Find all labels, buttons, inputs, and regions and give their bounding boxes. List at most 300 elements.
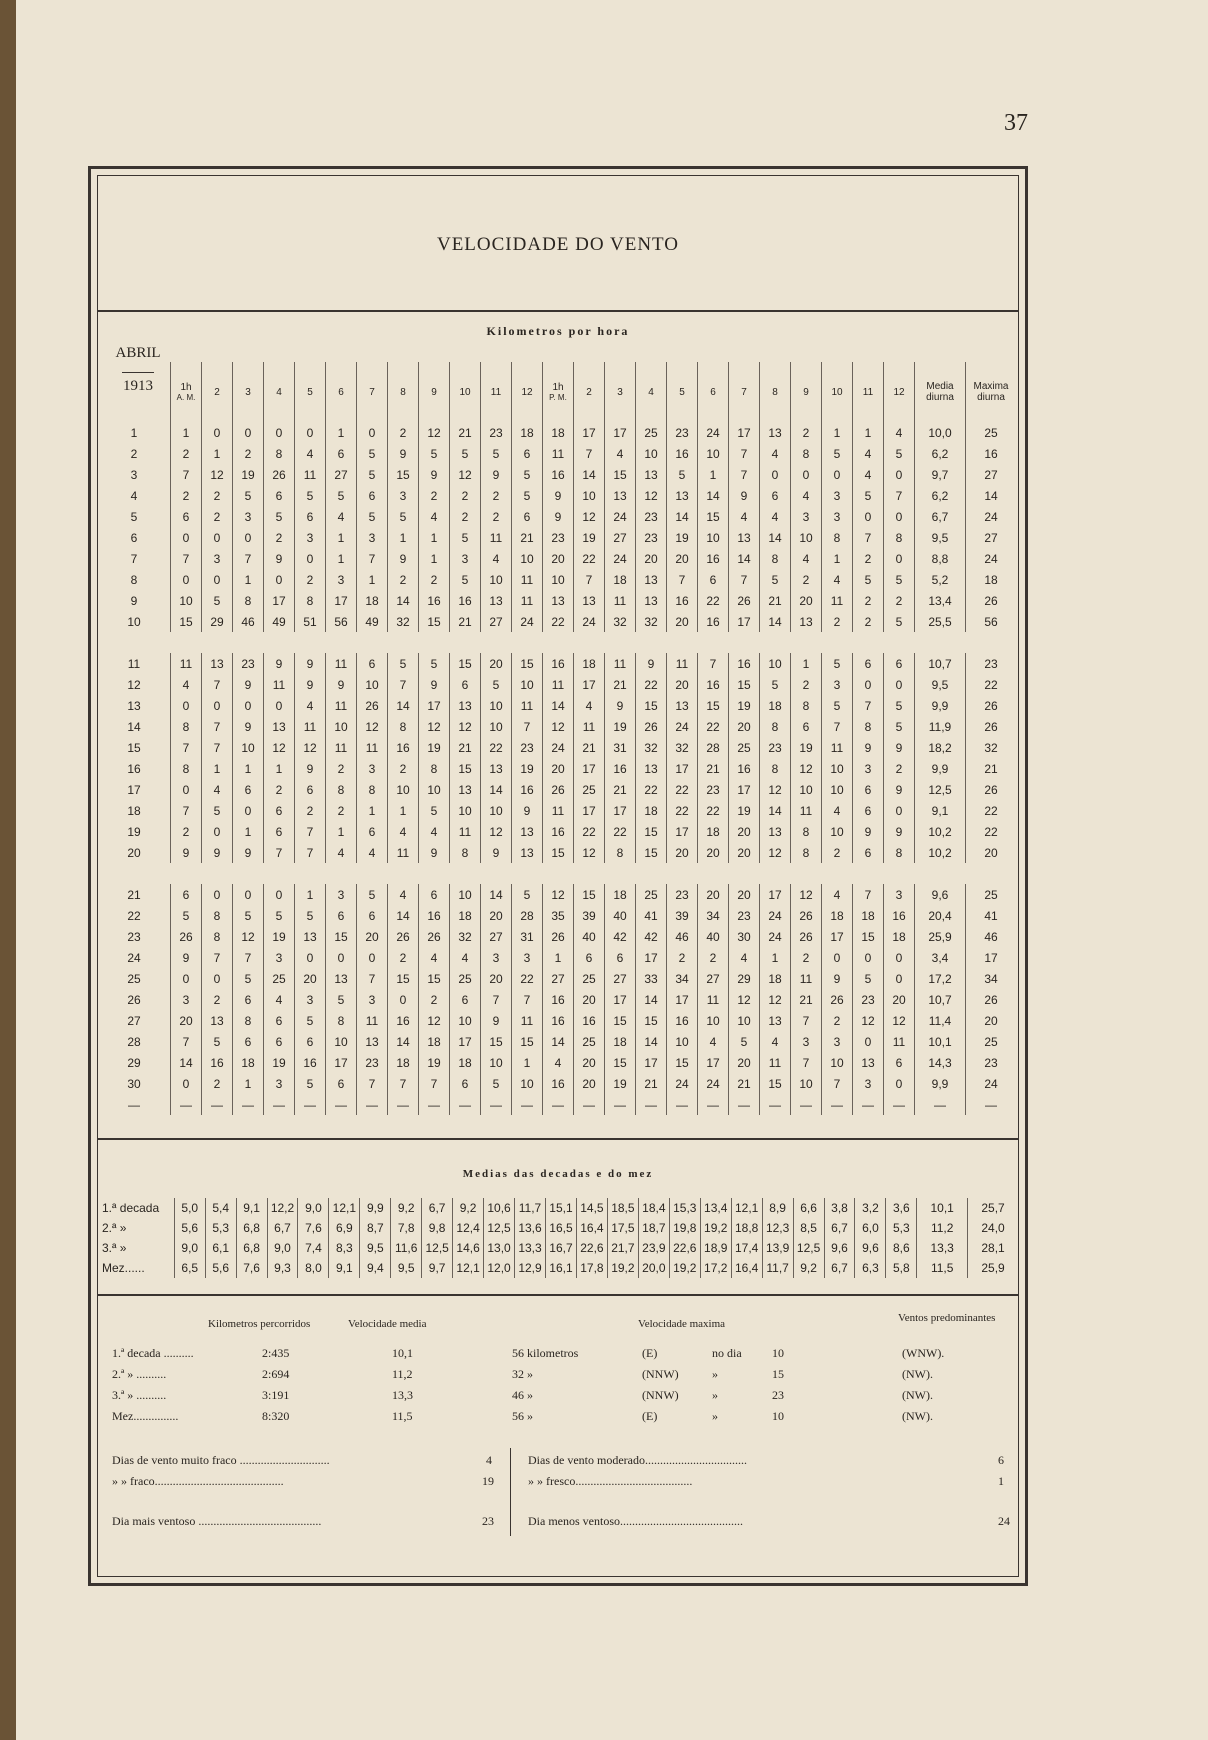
muito-fraco-label: Dias de vento muito fraco ..............................	[112, 1453, 330, 1467]
value-cell: 40	[574, 926, 605, 947]
table-row	[98, 737, 1016, 758]
value-cell: 14	[760, 527, 791, 548]
value-cell: 5	[202, 590, 233, 611]
value-cell: 13	[512, 821, 543, 842]
value-cell: 25,5	[915, 611, 966, 632]
value-cell: 9	[388, 443, 419, 464]
value-cell: 23	[667, 422, 698, 443]
day-cell: 21	[127, 887, 141, 902]
dash-cell: —	[264, 1094, 295, 1115]
value-cell: 14	[388, 695, 419, 716]
value-cell: 5	[233, 905, 264, 926]
value-cell: 13	[481, 590, 512, 611]
value-cell: 19	[574, 527, 605, 548]
day-cell: 5	[130, 509, 138, 524]
hour-header	[853, 362, 884, 422]
value-cell: 1	[171, 422, 202, 443]
value-cell: 9	[419, 464, 450, 485]
hourly-wind-table	[98, 362, 1016, 1115]
value-cell: 8	[233, 590, 264, 611]
value-cell: 14	[481, 884, 512, 905]
value-cell: 7	[853, 695, 884, 716]
summary-label: Mez...............	[112, 1409, 179, 1423]
dash-row	[98, 1094, 1016, 1115]
value-cell: 19	[419, 1052, 450, 1073]
value-cell: 26	[357, 695, 388, 716]
day-cell: 14	[127, 719, 141, 734]
value-cell: 14	[388, 1031, 419, 1052]
decade-value: 14,5	[576, 1198, 607, 1218]
value-cell: 18	[636, 800, 667, 821]
hour-label: 7	[741, 386, 747, 398]
value-cell: 4	[853, 464, 884, 485]
value-cell: 17	[574, 758, 605, 779]
value-cell: 11	[481, 527, 512, 548]
value-cell: 21	[450, 611, 481, 632]
value-cell: 5	[357, 506, 388, 527]
value-cell: 10	[419, 779, 450, 800]
value-cell: 23	[357, 1052, 388, 1073]
decade-value: 16,4	[731, 1258, 762, 1278]
value-cell: 6	[605, 947, 636, 968]
value-cell: 0	[884, 674, 915, 695]
value-cell: 12	[760, 842, 791, 863]
hour-label: 9	[803, 386, 809, 398]
day-cell: 23	[127, 929, 141, 944]
value-cell: 27	[605, 527, 636, 548]
value-cell: 15	[636, 695, 667, 716]
value-cell: 18	[543, 422, 574, 443]
value-cell: 2	[667, 947, 698, 968]
value-cell: 12	[636, 485, 667, 506]
summary-dia-label: »	[712, 1388, 718, 1402]
value-cell: 16	[419, 590, 450, 611]
table-row	[98, 947, 1016, 968]
value-cell: 1	[326, 422, 357, 443]
value-cell: 5	[760, 569, 791, 590]
value-cell: 5	[481, 1073, 512, 1094]
value-cell: 8	[326, 1010, 357, 1031]
dash-cell: —	[202, 1094, 233, 1115]
mais-ventoso-label: Dia mais ventoso .........................................	[112, 1514, 322, 1528]
value-cell: 18	[233, 1052, 264, 1073]
value-cell: 2	[698, 947, 729, 968]
value-cell: 8	[822, 527, 853, 548]
summary-row	[112, 1367, 1012, 1387]
decade-value: 9,5	[391, 1258, 422, 1278]
hour-label: 4	[648, 386, 654, 398]
decades-separator	[98, 1138, 1018, 1140]
value-cell: 7	[171, 548, 202, 569]
title-separator	[98, 310, 1018, 312]
value-cell: 2	[419, 569, 450, 590]
value-cell: 15	[512, 1031, 543, 1052]
value-cell: 2	[388, 422, 419, 443]
value-cell: 26	[822, 989, 853, 1010]
dash-cell: —	[512, 1094, 543, 1115]
value-cell: 6	[233, 989, 264, 1010]
value-cell: 5	[295, 1073, 326, 1094]
decade-label: Mez......	[102, 1261, 145, 1275]
value-cell: 12	[760, 779, 791, 800]
value-cell: 11	[171, 653, 202, 674]
value-cell: 17	[760, 884, 791, 905]
value-cell: 15	[605, 1010, 636, 1031]
value-cell: 13	[667, 695, 698, 716]
value-cell: 16	[605, 758, 636, 779]
value-cell: 3	[202, 548, 233, 569]
maxima-header: Maxima diurna	[966, 362, 1017, 422]
value-cell: 46	[667, 926, 698, 947]
value-cell: 24	[605, 548, 636, 569]
decade-value: 13,9	[762, 1238, 793, 1258]
value-cell: 6	[233, 779, 264, 800]
value-cell: 26	[419, 926, 450, 947]
table-row	[98, 548, 1016, 569]
day-cell: 12	[127, 677, 141, 692]
value-cell: 1	[233, 569, 264, 590]
value-cell: 2	[264, 779, 295, 800]
value-cell: 46	[966, 926, 1017, 947]
hour-label: 9	[431, 386, 437, 398]
value-cell: 7	[388, 1073, 419, 1094]
value-cell: 32	[966, 737, 1017, 758]
value-cell: 4	[326, 842, 357, 863]
value-cell: 5	[357, 884, 388, 905]
day-cell: 10	[127, 614, 141, 629]
decade-value: 10,1	[917, 1198, 968, 1218]
value-cell: 17	[667, 989, 698, 1010]
value-cell: 20	[698, 842, 729, 863]
decade-label: 1.ª decada	[102, 1201, 160, 1215]
summary-dir: (E)	[642, 1346, 658, 1360]
value-cell: 2	[450, 506, 481, 527]
value-cell: 10	[636, 443, 667, 464]
value-cell: 14	[636, 1031, 667, 1052]
value-cell: 4	[450, 947, 481, 968]
value-cell: 25	[636, 884, 667, 905]
decade-value: 12,1	[731, 1198, 762, 1218]
value-cell: 5	[450, 569, 481, 590]
decade-value: 18,8	[731, 1218, 762, 1238]
value-cell: 1	[357, 800, 388, 821]
value-cell: 17	[326, 590, 357, 611]
value-cell: 13	[605, 485, 636, 506]
value-cell: 11	[822, 590, 853, 611]
value-cell: 14	[966, 485, 1017, 506]
decade-value: 12,0	[484, 1258, 515, 1278]
value-cell: 5	[419, 443, 450, 464]
value-cell: 4	[698, 1031, 729, 1052]
value-cell: 26	[966, 779, 1017, 800]
value-cell: 10	[822, 1052, 853, 1073]
decade-value: 6,7	[422, 1198, 453, 1218]
value-cell: 24	[667, 716, 698, 737]
am-label: A. M.	[176, 393, 196, 402]
value-cell: 17	[574, 674, 605, 695]
hour-label: 3	[245, 386, 251, 398]
decade-value: 3,8	[824, 1198, 855, 1218]
moderado-label: Dias de vento moderado..................................	[528, 1453, 747, 1467]
decade-value: 23,9	[638, 1238, 669, 1258]
value-cell: 22	[966, 821, 1017, 842]
value-cell: 5	[388, 653, 419, 674]
decade-value: 6,9	[329, 1218, 360, 1238]
value-cell: 9	[264, 653, 295, 674]
hour-header	[357, 362, 388, 422]
value-cell: 15	[636, 842, 667, 863]
value-cell: 22	[698, 716, 729, 737]
decade-row	[98, 1198, 1018, 1218]
value-cell: 16	[574, 1010, 605, 1031]
decade-value: 6,7	[267, 1218, 298, 1238]
value-cell: 2	[822, 842, 853, 863]
value-cell: 26	[791, 905, 822, 926]
value-cell: 12	[760, 989, 791, 1010]
value-cell: 15	[481, 1031, 512, 1052]
value-cell: 1	[233, 821, 264, 842]
value-cell: 11	[667, 653, 698, 674]
value-cell: 9	[729, 485, 760, 506]
value-cell: 17	[636, 1052, 667, 1073]
media-header: Media diurna	[915, 362, 966, 422]
value-cell: 4	[295, 443, 326, 464]
value-cell: 13	[636, 758, 667, 779]
value-cell: 7	[698, 653, 729, 674]
value-cell: 15	[636, 1010, 667, 1031]
value-cell: 16	[543, 1073, 574, 1094]
value-cell: 9	[543, 506, 574, 527]
value-cell: 0	[884, 1073, 915, 1094]
decade-value: 16,1	[545, 1258, 576, 1278]
value-cell: 9	[233, 674, 264, 695]
value-cell: 13	[450, 695, 481, 716]
value-cell: 20	[295, 968, 326, 989]
value-cell: 0	[822, 464, 853, 485]
value-cell: 13	[202, 653, 233, 674]
decade-value: 13,3	[917, 1238, 968, 1258]
value-cell: 0	[171, 569, 202, 590]
page-number: 37	[1004, 110, 1028, 136]
value-cell: 25	[574, 968, 605, 989]
value-cell: 6	[264, 821, 295, 842]
decade-value: 9,5	[360, 1238, 391, 1258]
value-cell: 20	[729, 716, 760, 737]
value-cell: 15	[636, 821, 667, 842]
value-cell: 4	[760, 443, 791, 464]
value-cell: 11	[884, 1031, 915, 1052]
value-cell: 12	[884, 1010, 915, 1031]
decade-row	[98, 1238, 1018, 1258]
value-cell: 13	[357, 1031, 388, 1052]
hour-header	[512, 362, 543, 422]
value-cell: 2	[264, 527, 295, 548]
value-cell: 14	[481, 779, 512, 800]
value-cell: 2	[388, 569, 419, 590]
value-cell: 11	[264, 674, 295, 695]
decade-value: 18,5	[607, 1198, 638, 1218]
value-cell: 14	[667, 506, 698, 527]
value-cell: 9	[884, 821, 915, 842]
value-cell: 20	[966, 1010, 1017, 1031]
muito-fraco-value: 4	[486, 1453, 492, 1467]
value-cell: 12,5	[915, 779, 966, 800]
decade-value: 5,6	[205, 1258, 236, 1278]
table-frame	[88, 166, 1028, 1586]
dash-cell: —	[450, 1094, 481, 1115]
value-cell: 23	[966, 653, 1017, 674]
value-cell: 12	[202, 464, 233, 485]
value-cell: 56	[326, 611, 357, 632]
value-cell: 1	[543, 947, 574, 968]
value-cell: 16	[543, 464, 574, 485]
value-cell: 0	[853, 674, 884, 695]
value-cell: 8	[388, 716, 419, 737]
value-cell: 22	[543, 611, 574, 632]
value-cell: 4	[543, 1052, 574, 1073]
value-cell: 24	[667, 1073, 698, 1094]
value-cell: 9,5	[915, 674, 966, 695]
value-cell: 14	[543, 1031, 574, 1052]
value-cell: 26	[264, 464, 295, 485]
value-cell: 29	[729, 968, 760, 989]
value-cell: 7	[729, 443, 760, 464]
value-cell: 16	[388, 737, 419, 758]
value-cell: 14,3	[915, 1052, 966, 1073]
value-cell: 3	[388, 485, 419, 506]
value-cell: 28	[512, 905, 543, 926]
value-cell: 0	[295, 947, 326, 968]
summary-km: 3:191	[262, 1388, 290, 1402]
value-cell: 18	[760, 968, 791, 989]
value-cell: 0	[171, 527, 202, 548]
value-cell: 21	[791, 989, 822, 1010]
value-cell: 7	[264, 842, 295, 863]
value-cell: 30	[729, 926, 760, 947]
decade-value: 17,4	[731, 1238, 762, 1258]
value-cell: 6	[760, 485, 791, 506]
value-cell: 5	[512, 485, 543, 506]
decade-value: 12,2	[267, 1198, 298, 1218]
hour-label: 1h	[552, 382, 564, 393]
hour-label: 7	[369, 386, 375, 398]
day-cell: 18	[127, 803, 141, 818]
day-cell: 19	[127, 824, 141, 839]
value-cell: 20	[729, 884, 760, 905]
value-cell: 16	[450, 590, 481, 611]
value-cell: 49	[357, 611, 388, 632]
value-cell: 9	[233, 716, 264, 737]
table-row	[98, 464, 1016, 485]
value-cell: 0	[760, 464, 791, 485]
fresco-label: » » fresco.......................................	[528, 1474, 693, 1488]
value-cell: 40	[698, 926, 729, 947]
value-cell: 5	[760, 674, 791, 695]
value-cell: 3	[326, 569, 357, 590]
value-cell: 13	[450, 779, 481, 800]
value-cell: 20	[574, 1052, 605, 1073]
footer-divider	[510, 1448, 511, 1536]
value-cell: 18	[853, 905, 884, 926]
value-cell: 0	[202, 422, 233, 443]
value-cell: 4	[791, 548, 822, 569]
value-cell: 7	[295, 821, 326, 842]
day-cell: 29	[127, 1055, 141, 1070]
value-cell: 11	[791, 968, 822, 989]
value-cell: 11	[605, 653, 636, 674]
value-cell: 9,9	[915, 1073, 966, 1094]
value-cell: 15	[419, 611, 450, 632]
value-cell: 9,7	[915, 464, 966, 485]
value-cell: 7	[388, 674, 419, 695]
value-cell: 14	[760, 800, 791, 821]
value-cell: 22	[667, 800, 698, 821]
table-row	[98, 884, 1016, 905]
decade-value: 11,7	[515, 1198, 546, 1218]
value-cell: 21	[574, 737, 605, 758]
summary-dir: (E)	[642, 1409, 658, 1423]
value-cell: 6	[171, 884, 202, 905]
value-cell: 20	[481, 968, 512, 989]
value-cell: 7	[202, 737, 233, 758]
value-cell: 4	[822, 800, 853, 821]
dash-cell: —	[605, 1094, 636, 1115]
value-cell: 5	[853, 485, 884, 506]
hour-header	[760, 362, 791, 422]
value-cell: 7	[791, 1010, 822, 1031]
value-cell: 13	[636, 590, 667, 611]
value-cell: 5	[419, 653, 450, 674]
value-cell: 18	[884, 926, 915, 947]
value-cell: 8	[419, 758, 450, 779]
hour-header	[326, 362, 357, 422]
value-cell: 34	[966, 968, 1017, 989]
value-cell: 11	[450, 821, 481, 842]
value-cell: 17	[264, 590, 295, 611]
day-cell: 11	[127, 656, 141, 671]
value-cell: 11	[543, 443, 574, 464]
value-cell: 13	[295, 926, 326, 947]
value-cell: 16	[966, 443, 1017, 464]
value-cell: 7	[171, 464, 202, 485]
value-cell: 9	[202, 842, 233, 863]
value-cell: 5	[853, 968, 884, 989]
value-cell: 20	[667, 674, 698, 695]
value-cell: 20	[729, 1052, 760, 1073]
value-cell: 2	[233, 443, 264, 464]
hour-header	[171, 362, 202, 422]
dash-cell: —	[233, 1094, 264, 1115]
decades-title: Medias das decadas e do mez	[462, 1168, 654, 1180]
value-cell: 4	[388, 821, 419, 842]
value-cell: 3	[822, 506, 853, 527]
decade-value: 5,3	[886, 1218, 917, 1238]
value-cell: 3	[326, 884, 357, 905]
value-cell: 18	[760, 695, 791, 716]
hour-header	[574, 362, 605, 422]
hour-header	[543, 362, 574, 422]
value-cell: 10	[791, 1073, 822, 1094]
decade-row	[98, 1218, 1018, 1238]
value-cell: 11	[543, 674, 574, 695]
value-cell: 21	[966, 758, 1017, 779]
value-cell: 2	[791, 674, 822, 695]
value-cell: 7	[202, 674, 233, 695]
value-cell: 9	[295, 758, 326, 779]
value-cell: 18	[450, 1052, 481, 1073]
value-cell: 4	[822, 569, 853, 590]
value-cell: 1	[419, 527, 450, 548]
